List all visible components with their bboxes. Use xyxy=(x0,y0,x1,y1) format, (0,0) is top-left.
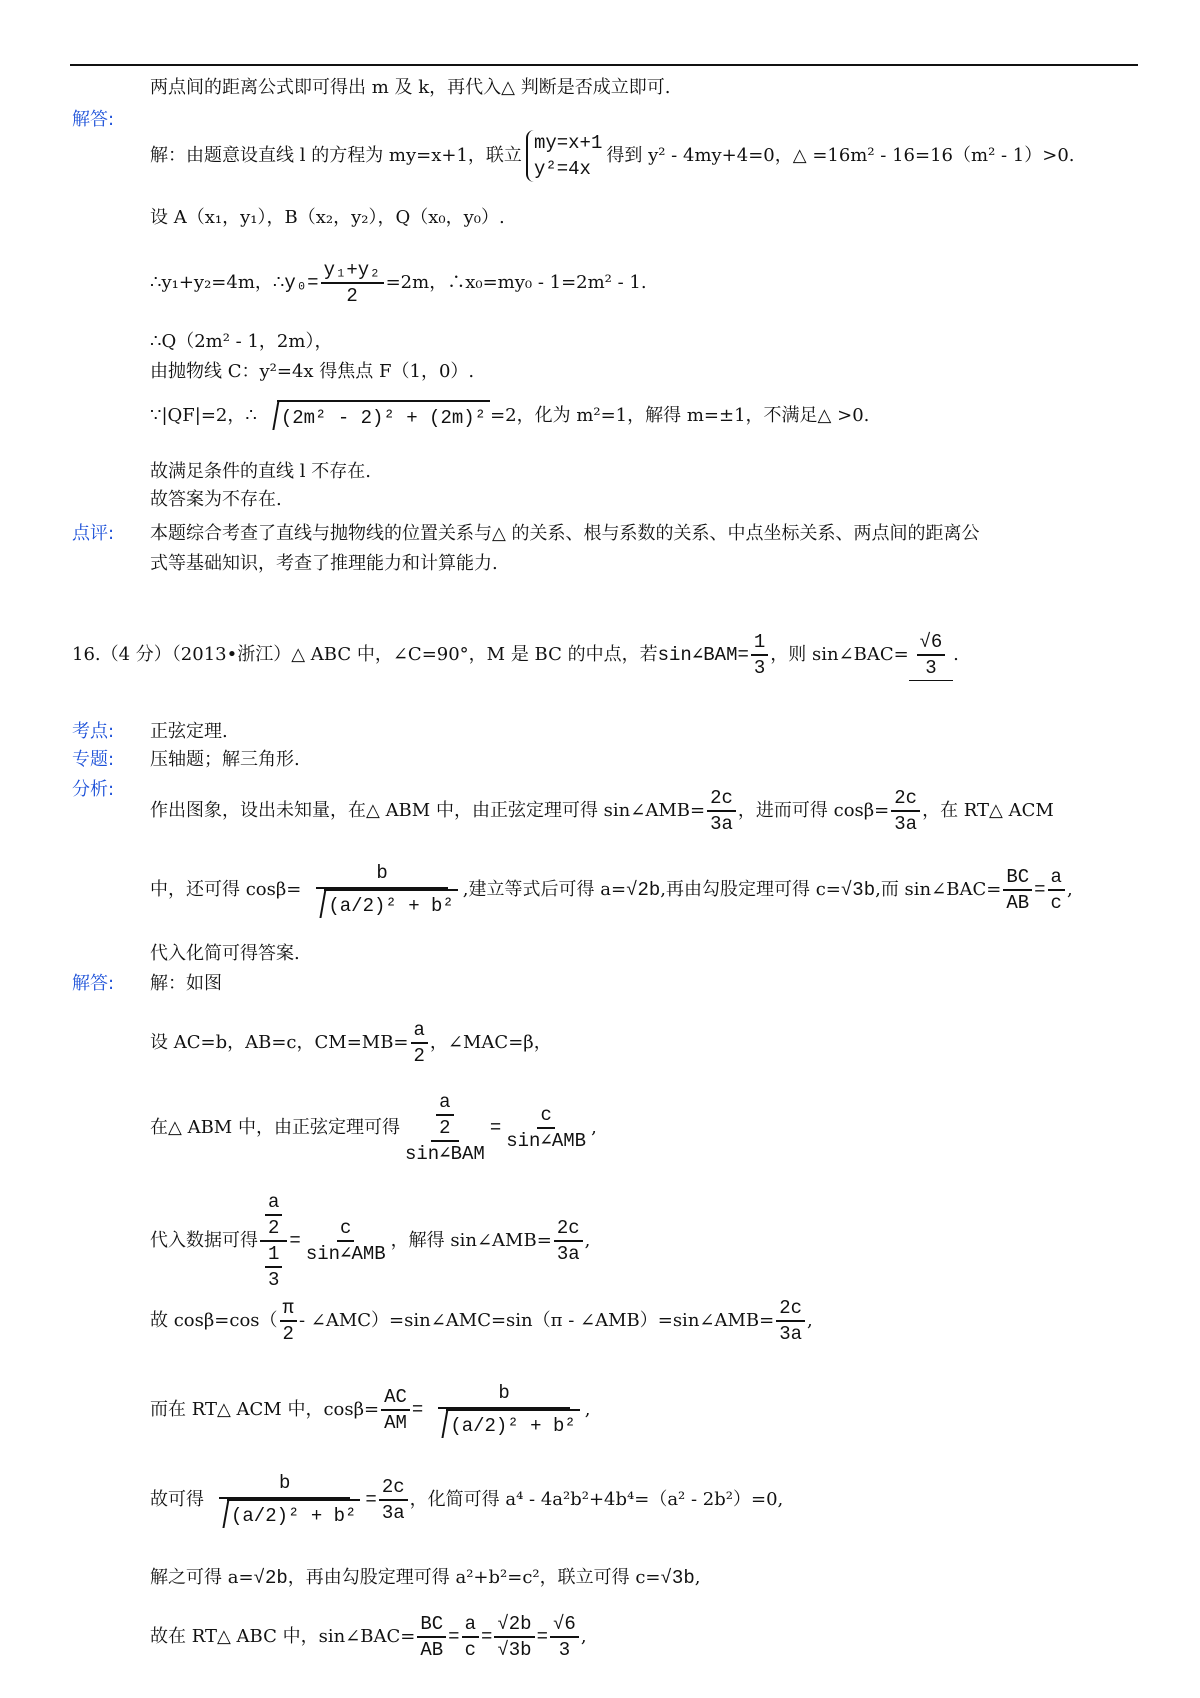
analysis-line-3: 代入化简可得答案. xyxy=(150,943,300,964)
solution-line-3: ∴y₁+y₂=4m，∴y₀= $\frac{\text{y₁+y₂}}{2}$ =2m，∴x₀=my₀ - 1=2m² - 1. xyxy=(150,259,647,307)
fraction-a-2: $\frac{a}{2}$ xyxy=(411,1018,428,1068)
fraction-ac-am: $\frac{AC}{AM}$ xyxy=(381,1385,410,1435)
fraction-sqrt2b-sqrt3b: $\frac{√2b}{√3b}$ xyxy=(494,1612,534,1662)
label-solution-2: 解答: xyxy=(72,973,115,994)
fraction-compound: $\frac{\frac{a}{2}}{\frac{1}{3}}$ xyxy=(260,1190,287,1292)
fraction-b-sqrt: $\frac{b}{\text{(a/2)² + b²}}$ xyxy=(206,1470,363,1530)
answer-fraction: $\frac{√6}{3}$ xyxy=(917,630,946,680)
fraction-a-c: $\frac{a}{c}$ xyxy=(1048,865,1065,915)
solution-line-2: 设 A（x₁，y₁），B（x₂，y₂），Q（x₀，y₀）. xyxy=(150,207,505,228)
fraction-2c-3a: $\frac{2c}{3a}$ xyxy=(776,1296,805,1346)
fraction-pi-2: $\frac{\pi}{2}$ xyxy=(280,1296,297,1346)
solution-solve: 解之可得 a=√2b，再由勾股定理可得 a²+b²=c²，联立可得 c=√3b, xyxy=(150,1567,701,1589)
comment-line-1: 本题综合考查了直线与抛物线的位置关系与△ 的关系、根与系数的关系、中点坐标关系、两点间的距离公 xyxy=(150,523,980,544)
label-topic: 专题: xyxy=(72,749,115,770)
comment-line-2: 式等基础知识，考查了推理能力和计算能力. xyxy=(150,553,498,574)
solution-substitute: 代入数据可得 $\frac{\frac{a}{2}}{\frac{1}{3}}$ = c sin∠AMB ，解得 sin∠AMB= $\frac{2c}{3a}$ , xyxy=(150,1191,591,1291)
fraction-one-third: $\frac{1}{3}$ xyxy=(751,630,768,680)
topic: 压轴题；解三角形. xyxy=(150,749,300,770)
solution-line-1: 解：由题意设直线 l 的方程为 my=x+1，联立my=x+1 y²=4x得到 y² - 4my+4=0，△ =16m² - 16=16（m² - 1）>0. xyxy=(150,132,1075,180)
label-analysis: 分析: xyxy=(72,779,115,800)
solution-final: 故在 RT△ ABC 中，sin∠BAC= $\frac{BC}{AB}$ = $\frac{a}{c}$ = $\frac{√2b}{√3b}$ = $\frac{√6}{3}$ , xyxy=(150,1613,587,1661)
key-point: 正弦定理. xyxy=(150,721,228,742)
solution-cos-beta: 故 cosβ=cos（ $\frac{\pi}{2}$ - ∠AMC）=sin∠AMC=sin（π - ∠AMB）=sin∠AMB= $\frac{2c}{3a}$ , xyxy=(150,1297,813,1345)
answer-blank xyxy=(909,630,953,681)
fraction-2c-3a: $\frac{2c}{3a}$ xyxy=(707,786,736,836)
sqrt-distance: (2m² - 2)² + (2m)² xyxy=(277,400,490,432)
solution-line-6: ∵|QF|=2，∴ (2m² - 2)² + (2m)² =2，化为 m²=1，解得 m=±1，不满足△ >0. xyxy=(150,400,869,432)
fraction-2c-3a: $\frac{2c}{3a}$ xyxy=(891,786,920,836)
fraction-2c-3a: $\frac{2c}{3a}$ xyxy=(554,1216,583,1266)
solution-line-5: 由抛物线 C：y²=4x 得焦点 F（1，0）. xyxy=(150,361,475,382)
analysis-tail: 两点间的距离公式即可得出 m 及 k，再代入△ 判断是否成立即可. xyxy=(150,77,671,98)
fraction-c-sin-amb: c sin∠AMB xyxy=(305,1217,386,1265)
fraction-bc-ab: $\frac{BC}{AB}$ xyxy=(417,1612,446,1662)
fraction-sine-law-left: $\frac{a}{2}$ sin∠BAM xyxy=(404,1091,485,1165)
solution-intro: 解：如图 xyxy=(150,973,222,994)
label-solution-1: 解答: xyxy=(72,109,115,130)
fraction-sine-law-right: c sin∠AMB xyxy=(506,1104,587,1152)
analysis-line-1: 作出图象，设出未知量，在△ ABM 中，由正弦定理可得 sin∠AMB= $\frac{2c}{3a}$ ，进而可得 cosβ= $\frac{2c}{3a}$ ，在 RT△ ACM xyxy=(150,787,1054,835)
label-comment: 点评: xyxy=(72,523,115,544)
fraction-2c-3a: $\frac{2c}{3a}$ xyxy=(379,1475,408,1525)
solution-setup: 设 AC=b，AB=c，CM=MB= $\frac{a}{2}$ ，∠MAC=β， xyxy=(150,1019,552,1067)
question-16-stem: 16.（4 分）（2013•浙江）△ ABC 中，∠C=90°，M 是 BC 的中点，若sin∠BAM= $\frac{1}{3}$ ，则 sin∠BAC= $\frac{√6}{3}$ . xyxy=(72,631,959,679)
solution-rt-acm: 而在 RT△ ACM 中，cosβ= $\frac{AC}{AM}$ = $\frac{b}{\text{(a/2)² + b²}}$ , xyxy=(150,1380,590,1440)
solution-sine-law: 在△ ABM 中，由正弦定理可得 $\frac{a}{2}$ sin∠BAM = c sin∠AMB , xyxy=(150,1091,597,1165)
fraction-y-sum: $\frac{\text{y₁+y₂}}{2}$ xyxy=(321,258,384,308)
analysis-line-2: 中，还可得 cosβ= $\frac{b}{\text{(a/2)² + b²}}$ ,建立等式后可得 a=√2b,再由勾股定理可得 c=√3b,而 sin∠BAC= $\frac{BC}{AB}$ = $\frac{a}{c}$ , xyxy=(150,860,1073,920)
solution-line-4: ∴Q（2m² - 1，2m）， xyxy=(150,331,333,352)
fraction-cos-beta: $\frac{b}{\text{(a/2)² + b²}}$ xyxy=(303,860,460,920)
fraction-b-sqrt: $\frac{b}{\text{(a/2)² + b²}}$ xyxy=(425,1380,582,1440)
header-rule xyxy=(70,64,1138,66)
label-key-point: 考点: xyxy=(72,721,115,742)
fraction-sqrt6-3: $\frac{√6}{3}$ xyxy=(550,1612,579,1662)
fraction-bc-ab: $\frac{BC}{AB}$ xyxy=(1003,865,1032,915)
fraction-a-c: $\frac{a}{c}$ xyxy=(462,1612,479,1662)
solution-line-7: 故满足条件的直线 l 不存在. xyxy=(150,461,371,482)
solution-equation: 故可得 $\frac{b}{\text{(a/2)² + b²}}$ = $\frac{2c}{3a}$ ，化简可得 a⁴ - 4a²b²+4b⁴=（a² - 2b²）=0, xyxy=(150,1470,783,1530)
solution-line-8: 故答案为不存在. xyxy=(150,489,282,510)
equation-system: my=x+1 y²=4x xyxy=(526,130,602,182)
